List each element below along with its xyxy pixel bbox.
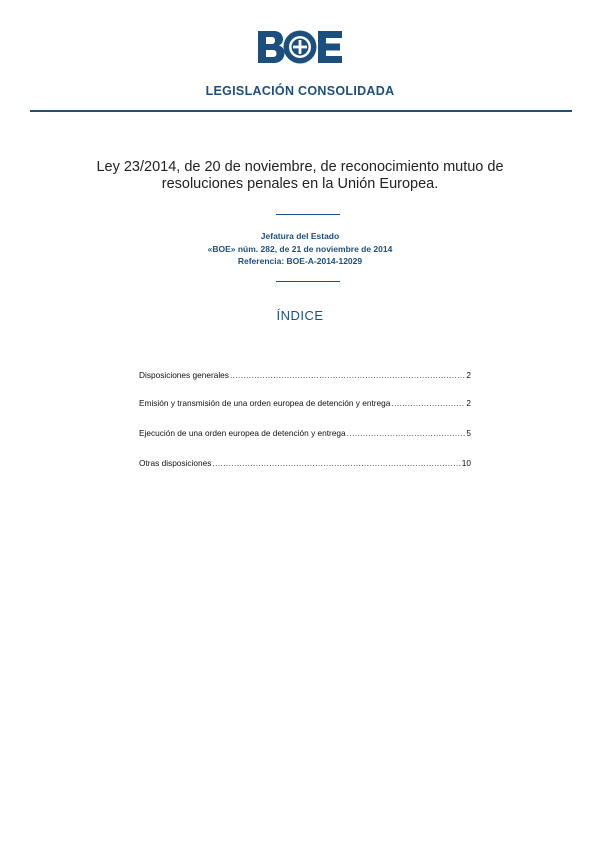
toc-item-page: 2 xyxy=(466,370,471,380)
divider-bottom xyxy=(276,281,340,282)
header-divider xyxy=(30,110,572,112)
toc-leader-dots xyxy=(230,370,465,380)
toc-leader-dots xyxy=(391,398,465,408)
boe-logo xyxy=(256,28,344,66)
table-of-contents xyxy=(139,370,471,470)
document-title xyxy=(60,159,540,193)
document-title-line: Ley 23/2014, de 20 de noviembre, de reconocimiento mutuo de xyxy=(96,159,504,175)
toc-item-label: Otras disposiciones xyxy=(139,458,212,468)
toc-item[interactable] xyxy=(139,428,471,440)
toc-item[interactable] xyxy=(139,458,471,470)
toc-item-page: 10 xyxy=(461,458,471,468)
index-title: ÍNDICE xyxy=(276,308,324,323)
issuer: Jefatura del Estado xyxy=(260,231,340,241)
section-title: LEGISLACIÓN CONSOLIDADA xyxy=(205,84,395,98)
toc-item-page: 2 xyxy=(466,398,471,408)
toc-item-label: Disposiciones generales xyxy=(139,370,229,380)
toc-leader-dots xyxy=(347,428,466,438)
toc-leader-dots xyxy=(212,458,460,468)
toc-item[interactable] xyxy=(139,370,471,382)
toc-item-label: Ejecución de una orden europea de detención y entrega xyxy=(139,428,346,438)
toc-item-page: 5 xyxy=(466,428,471,438)
reference: Referencia: BOE-A-2014-12029 xyxy=(237,256,363,266)
document-metadata xyxy=(0,230,600,268)
toc-item-label: Emisión y transmisión de una orden europea de detención y entrega xyxy=(139,398,391,408)
gazette-issue: «BOE» núm. 282, de 21 de noviembre de 2014 xyxy=(207,243,393,254)
document-title-line: resoluciones penales en la Unión Europea. xyxy=(161,176,439,192)
toc-item[interactable] xyxy=(139,398,471,410)
divider-top xyxy=(276,214,340,215)
